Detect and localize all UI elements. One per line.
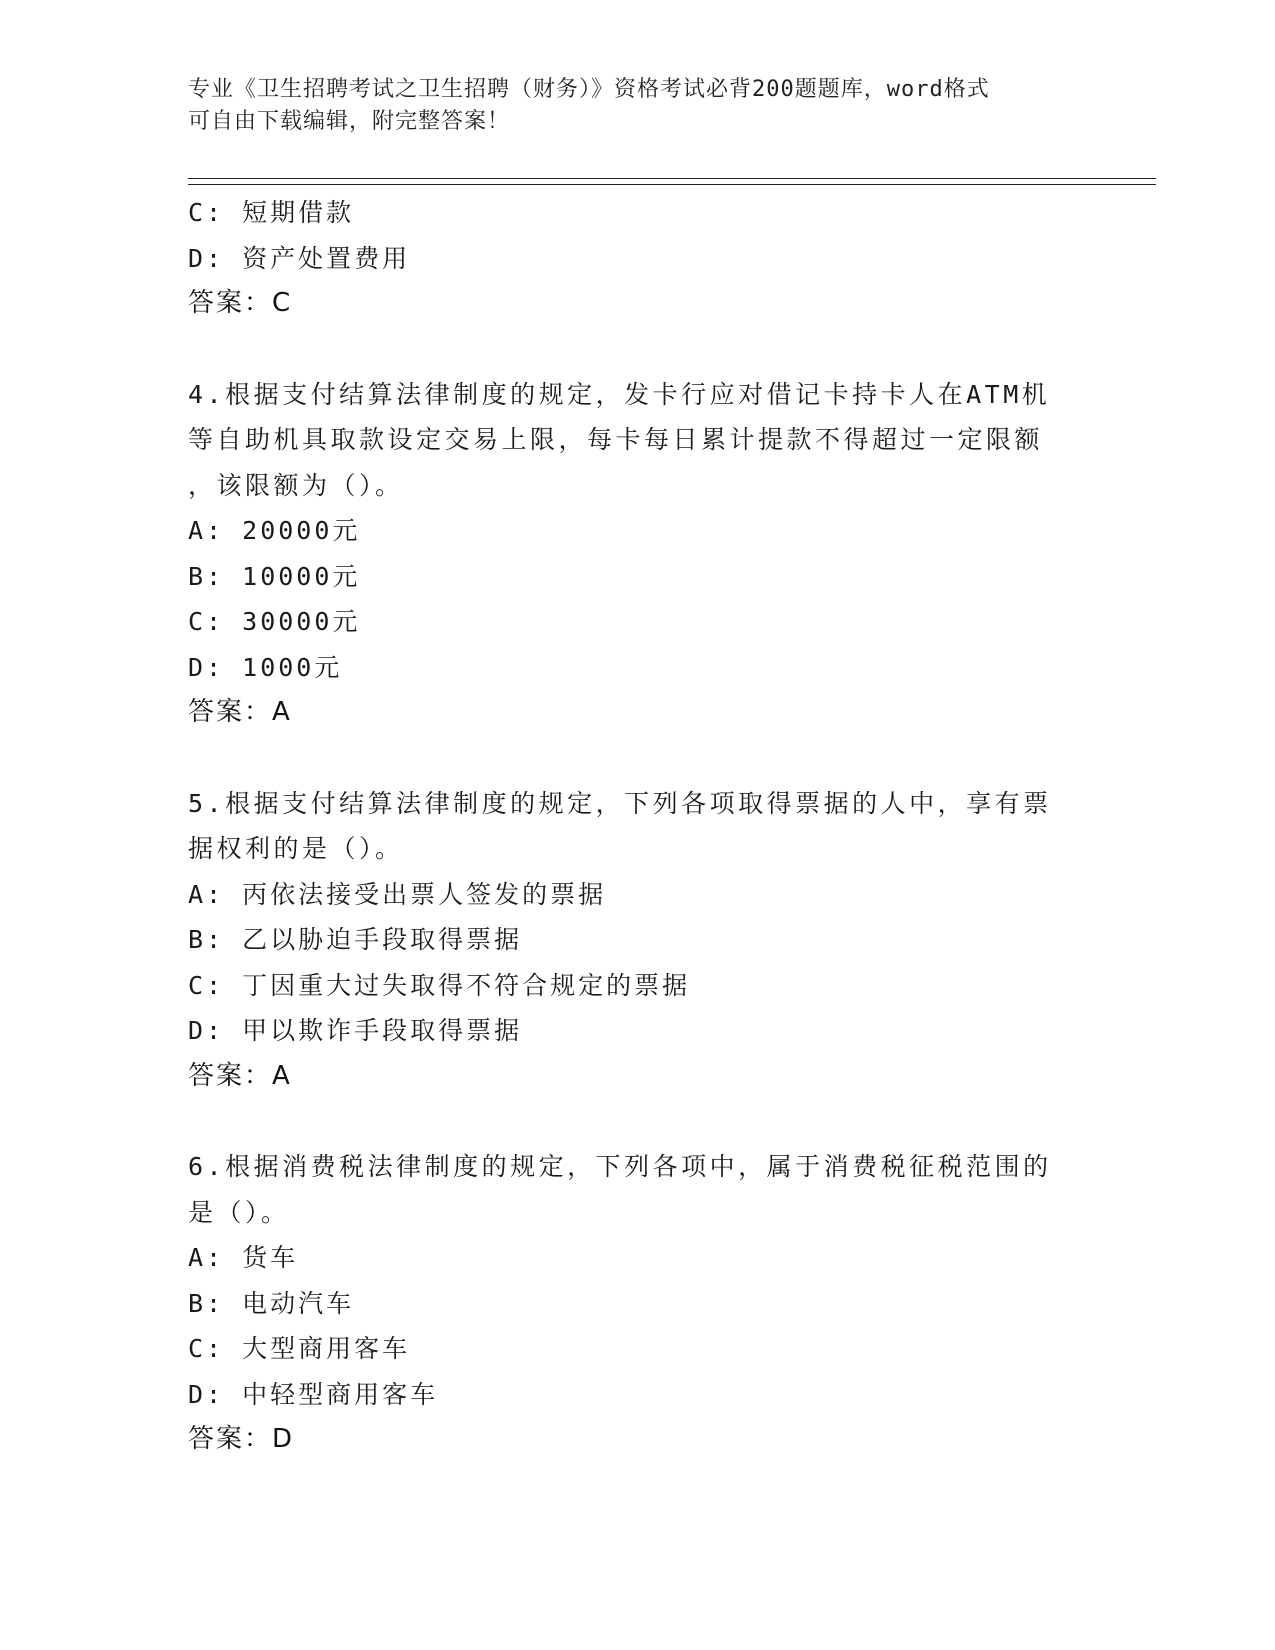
question-text-line: 据权利的是（）。 (188, 834, 404, 863)
question-4 (188, 372, 1068, 736)
option-d: D: 资产处置费用 (188, 243, 411, 273)
option-c: C: 30000元 (188, 607, 361, 636)
question-text-line: 等自助机具取款设定交易上限，每卡每日累计提款不得超过一定限额 (188, 425, 1044, 454)
option-d: D: 中轻型商用客车 (188, 1379, 439, 1409)
question-text-line: 4.根据支付结算法律制度的规定，发卡行应对借记卡持卡人在ATM机 (188, 379, 1051, 409)
option-b: B: 10000元 (188, 561, 361, 591)
document-body (188, 190, 1068, 1463)
option-a: A: 20000元 (188, 516, 361, 545)
previous-question-tail (188, 190, 1068, 327)
document-header (188, 74, 1068, 138)
option-c: C: 短期借款 (188, 198, 355, 227)
answer-line: 答案：D (188, 1424, 295, 1454)
option-d: D: 1000元 (188, 652, 343, 682)
header-double-rule (188, 178, 1156, 185)
question-6 (188, 1144, 1068, 1463)
answer-line: 答案：A (188, 697, 292, 727)
question-text-line: 5.根据支付结算法律制度的规定，下列各项取得票据的人中，享有票 (188, 788, 1052, 818)
question-text-line: 是（）。 (188, 1197, 290, 1227)
header-line-2: 可自由下载编辑，附完整答案！ (188, 109, 511, 134)
header-line-1: 专业《卫生招聘考试之卫生招聘（财务）》资格考试必背200题题库，word格式 (188, 77, 990, 102)
option-a: A: 丙依法接受出票人签发的票据 (188, 879, 607, 909)
option-d: D: 甲以欺诈手段取得票据 (188, 1016, 523, 1045)
answer-line: 答案：A (188, 1060, 292, 1091)
option-c: C: 大型商用客车 (188, 1334, 411, 1363)
question-5 (188, 781, 1068, 1100)
question-text-line: 6.根据消费税法律制度的规定，下列各项中，属于消费税征税范围的 (188, 1152, 1052, 1181)
answer-line: 答案：C (188, 288, 293, 318)
option-c: C: 丁因重大过失取得不符合规定的票据 (188, 970, 691, 1000)
option-b: B: 乙以胁迫手段取得票据 (188, 925, 523, 954)
option-b: B: 电动汽车 (188, 1288, 355, 1318)
question-text-line: ，该限额为（）。 (188, 470, 404, 500)
option-a: A: 货车 (188, 1243, 299, 1272)
